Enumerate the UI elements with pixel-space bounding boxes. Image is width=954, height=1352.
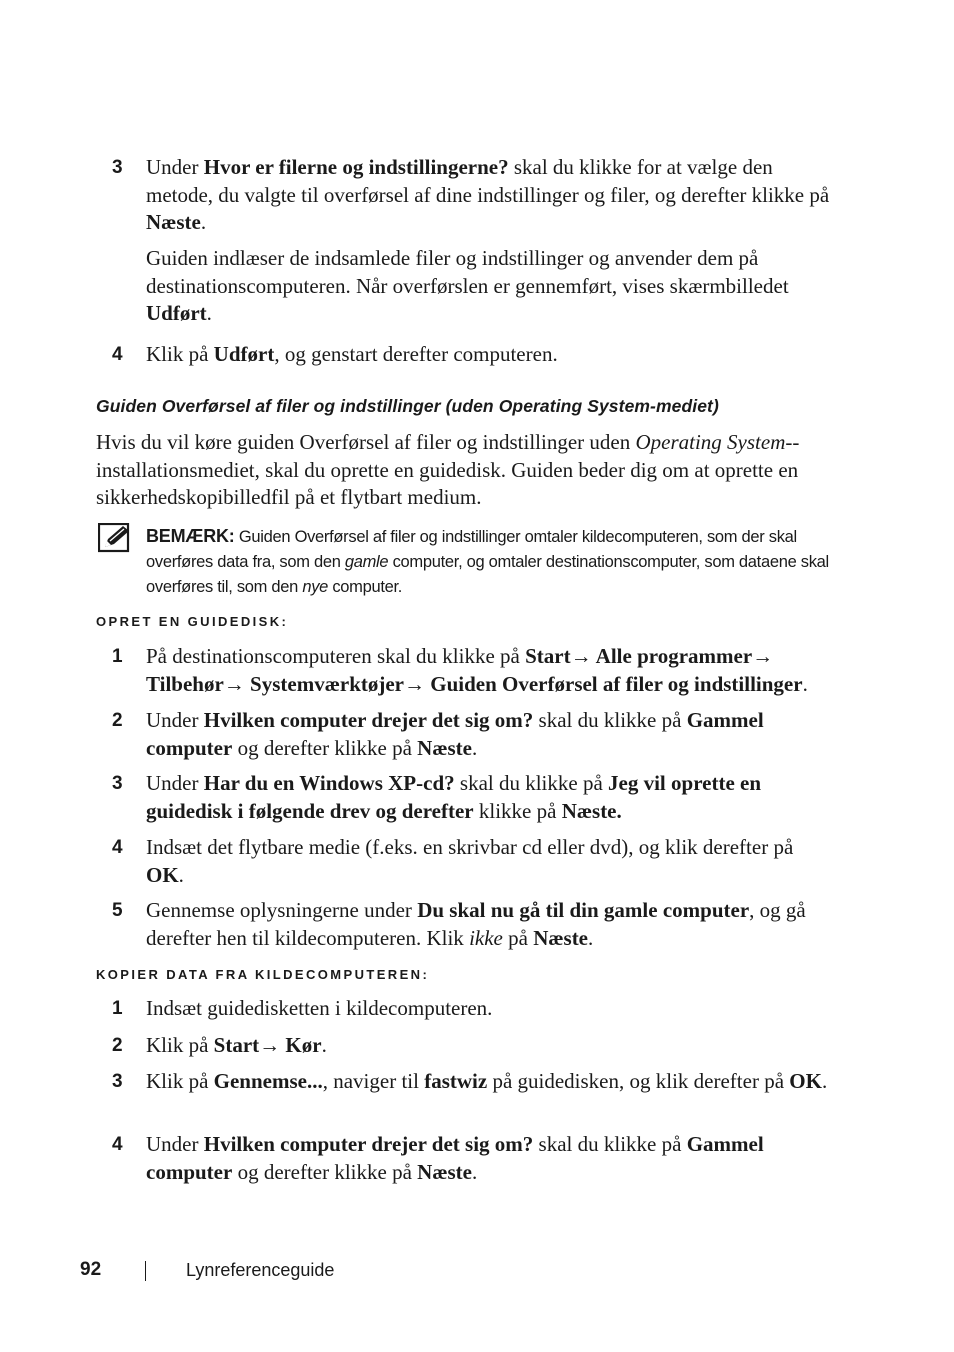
text-run: skal du klikke på	[533, 1132, 687, 1156]
bold-term: Start→ Kør	[213, 1033, 322, 1057]
bold-term: Jeg vil oprette en guidedisk i følgende drev og derefter	[146, 771, 762, 823]
bold-term: Udført	[146, 301, 207, 325]
step-number: 3	[112, 773, 123, 794]
step-text	[146, 1032, 836, 1060]
bold-term: Start→ Alle programmer→ Tilbehør→ Systemværktøjer→ Guiden Overførsel af filer og indstillinger	[146, 644, 803, 696]
step-text	[146, 897, 836, 952]
text-run: .	[471, 735, 478, 760]
italic-term: nye	[302, 578, 329, 596]
step-text	[146, 995, 836, 1023]
text-run: Indsæt det flytbare medie (f.eks. en skrivbar cd eller dvd), og klik derefter på	[146, 835, 794, 859]
text-run: , og gå derefter hen til kildecomputeren. Klik	[146, 898, 806, 950]
step-number: 1	[112, 646, 123, 667]
step-number: 3	[112, 1071, 123, 1092]
text-run: Indsæt guidedisketten i kildecomputeren.	[146, 996, 493, 1020]
bold-term: Næste.	[561, 798, 622, 823]
step-number: 3	[112, 157, 123, 178]
note-text	[146, 528, 829, 596]
text-run: skal du klikke på	[533, 708, 687, 732]
bold-term: Du skal nu gå til din gamle computer	[417, 898, 750, 922]
text-run: på guidedisken, og klik derefter på	[487, 1069, 790, 1093]
step-number: 1	[112, 998, 123, 1019]
text-run: og derefter klikke på	[232, 1159, 418, 1184]
step-text	[146, 643, 836, 698]
subheading-create-disk: OPRET EN GUIDEDISK:	[96, 614, 289, 629]
bold-term: Gammel computer	[146, 1132, 764, 1184]
step-text	[146, 154, 836, 237]
step-follow-text	[146, 245, 836, 328]
note-block	[146, 524, 836, 600]
text-run: Klik på	[146, 1069, 214, 1093]
text-run: og derefter klikke på	[232, 735, 418, 760]
text-run: På destinationscomputeren skal du klikke på	[146, 644, 526, 668]
page-number: 92	[80, 1259, 102, 1280]
text-run: Klik på	[146, 342, 214, 366]
step-number: 2	[112, 710, 123, 731]
text-run: Hvis du vil køre guiden Overførsel af filer og indstillinger uden	[96, 430, 636, 454]
step-number: 4	[112, 344, 123, 365]
text-run: .	[588, 925, 594, 950]
text-run: skal du klikke på	[454, 771, 609, 795]
bold-term: Gammel computer	[146, 708, 764, 760]
text-run: klikke på	[473, 798, 562, 823]
text-run: .	[200, 210, 207, 234]
bold-term: Næste	[417, 735, 472, 760]
text-run: på	[502, 925, 534, 950]
step-number: 4	[112, 837, 123, 858]
bold-term: Næste	[417, 1159, 472, 1184]
bold-term: Hvor er filerne og indstillingerne?	[203, 155, 509, 179]
section-heading: Guiden Overførsel af filer og indstillinger (uden Operating System-mediet)	[96, 396, 719, 416]
step-number: 4	[112, 1134, 123, 1155]
text-run: Klik på	[146, 1033, 214, 1057]
text-run: .	[821, 1069, 828, 1093]
step-number: 2	[112, 1035, 123, 1056]
text-run: computer.	[328, 578, 403, 596]
text-run: Under	[146, 771, 204, 795]
bold-term: Næste	[533, 925, 589, 950]
note-pencil-icon	[98, 523, 132, 553]
text-run: Under	[146, 708, 204, 732]
italic-term: gamle	[344, 553, 389, 571]
text-run: Guiden Overførsel af filer og indstillinger omtaler kildecomputeren, som der skal overføres data fra, som den	[146, 528, 797, 571]
step-text	[146, 707, 836, 762]
italic-term: ikke	[469, 925, 503, 950]
bold-term: Hvilken computer drejer det sig om?	[203, 1132, 534, 1156]
text-run: Under	[146, 155, 204, 179]
bold-term: fastwiz	[424, 1069, 488, 1093]
text-run: , naviger til	[322, 1069, 425, 1093]
text-run: .	[471, 1159, 478, 1184]
step-text	[146, 1068, 836, 1096]
bold-term: Næste	[146, 210, 201, 234]
intro-paragraph	[96, 429, 826, 512]
bold-term: OK	[146, 862, 179, 887]
step-text	[146, 834, 836, 889]
text-run: Gennemse oplysningerne under	[146, 898, 418, 922]
bold-term: OK	[789, 1069, 822, 1093]
italic-term: Operating System	[635, 430, 786, 454]
text-run: .	[206, 301, 212, 325]
text-run: .	[321, 1033, 327, 1057]
text-run: Guiden indlæser de indsamlede filer og indstillinger og anvender dem på destinationscomputeren. Når overførslen er gennemført, vises skærmbilledet	[146, 246, 789, 298]
step-text	[146, 341, 836, 369]
bold-term: Gennemse...	[213, 1069, 323, 1093]
step-text	[146, 1131, 836, 1186]
footer-title: Lynreferenceguide	[186, 1260, 335, 1280]
text-run: --installationsmediet, skal du oprette en guidedisk. Guiden beder dig om at oprette en sikkerhedskopibilledfil på et flytbart medium.	[96, 430, 800, 509]
bold-term: Hvilken computer drejer det sig om?	[203, 708, 534, 732]
step-number: 5	[112, 900, 123, 921]
text-run: .	[802, 671, 808, 696]
note-label: BEMÆRK:	[146, 526, 235, 546]
text-run: , og genstart derefter computeren.	[274, 342, 558, 366]
bold-term: Udført	[213, 342, 275, 366]
bold-term: Har du en Windows XP-cd?	[203, 771, 455, 795]
step-text	[146, 770, 836, 825]
text-run: Under	[146, 1132, 204, 1156]
subheading-copy-data: KOPIER DATA FRA KILDECOMPUTEREN:	[96, 967, 430, 982]
footer-divider	[145, 1261, 146, 1281]
text-run: skal du klikke for at vælge den metode, du valgte til overførsel af dine indstillinger og filer, og derefter klikke på	[146, 155, 830, 207]
text-run: computer, og omtaler destinationscomputer, som dataene skal overføres til, som den	[146, 553, 829, 596]
text-run: .	[178, 862, 184, 887]
